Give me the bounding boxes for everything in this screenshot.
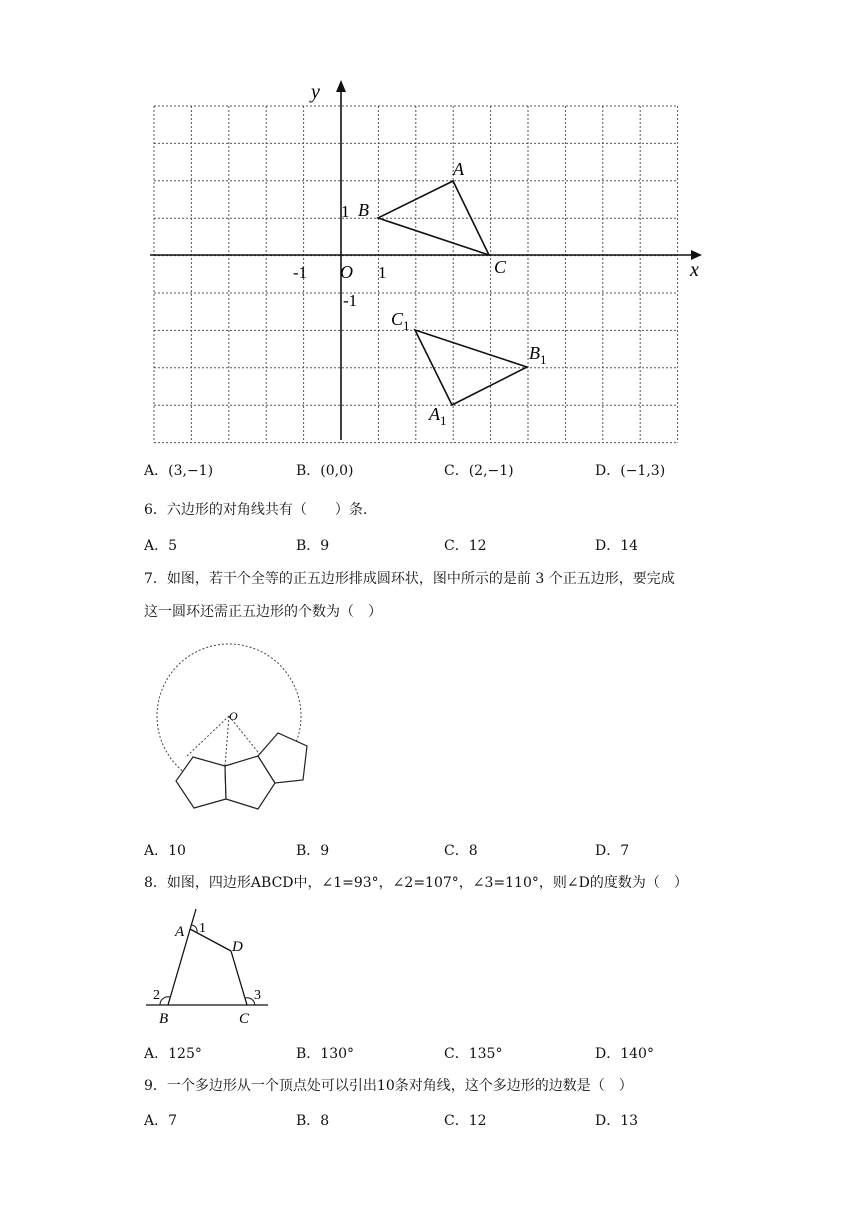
- q8-option-c: C．135°: [444, 1046, 503, 1062]
- radius-line-1: [187, 716, 229, 756]
- point-a1-subscript: 1: [440, 413, 447, 428]
- q7-option-c: C．8: [444, 843, 478, 859]
- point-a-label: A: [453, 159, 464, 179]
- angle-3-label: 3: [254, 988, 261, 1003]
- q5-option-c: C．(2,−1): [444, 463, 514, 479]
- q8-option-b: B．130°: [296, 1046, 355, 1062]
- point-b-label: B: [358, 200, 369, 220]
- q9-option-c: C．12: [444, 1113, 487, 1129]
- tick-pos1-x: 1: [378, 263, 387, 282]
- q7-option-d: D．7: [595, 843, 630, 859]
- quadrilateral-figure: [140, 905, 275, 1030]
- radius-line-2: [225, 716, 229, 766]
- q8-option-d: D．140°: [595, 1046, 654, 1062]
- coordinate-grid-figure: [140, 75, 710, 450]
- vertex-d-label: D: [232, 939, 243, 955]
- angle-1-label: 1: [199, 921, 206, 936]
- q6-stem: 6．六边形的对角线共有（ ）条.: [144, 502, 368, 518]
- pentagon-ring-figure: [150, 640, 310, 815]
- point-c-label: C: [494, 257, 507, 277]
- vertex-c-label: C: [239, 1011, 250, 1027]
- x-axis-label: x: [690, 259, 699, 281]
- point-c1-label: $C_1$: [391, 309, 410, 333]
- q6-option-a: A．5: [144, 538, 178, 554]
- side-ad: [190, 929, 231, 951]
- angle-2-label: 2: [153, 988, 160, 1003]
- y-axis-arrow: [336, 80, 346, 92]
- q7-option-a: A．10: [144, 843, 186, 859]
- q7-option-b: B．9: [296, 843, 330, 859]
- q5-option-b: B．(0,0): [296, 463, 354, 479]
- side-dc: [231, 951, 247, 1005]
- q6-option-d: D．14: [595, 538, 639, 554]
- q5-option-d: D．(−1,3): [595, 463, 666, 479]
- q7-stem-line2: 这一圆环还需正五边形的个数为（ ）: [144, 604, 382, 620]
- tick-pos1-y: 1: [341, 202, 350, 221]
- vertex-a-label: A: [175, 924, 185, 940]
- q7-stem-line1: 7．如图，若干个全等的正五边形排成圆环状，图中所示的是前 3 个正五边形，要完成: [144, 571, 675, 587]
- point-b1-subscript: 1: [540, 352, 547, 367]
- tick-neg1-x: -1: [293, 263, 308, 282]
- q9-option-a: A．7: [144, 1113, 178, 1129]
- q5-option-a: A．(3,−1): [144, 463, 214, 479]
- point-c1-subscript: 1: [403, 318, 410, 333]
- ring-center-label: O: [229, 709, 238, 723]
- q9-stem: 9．一个多边形从一个顶点处可以引出10条对角线，这个多边形的边数是（ ）: [144, 1078, 633, 1094]
- tick-neg1-y: -1: [343, 291, 358, 310]
- q9-option-b: B．8: [296, 1113, 330, 1129]
- point-a1-label: $A_1$: [429, 404, 447, 428]
- y-axis-label: y: [311, 81, 320, 103]
- pentagon-1: [176, 757, 226, 808]
- q6-option-c: C．12: [444, 538, 487, 554]
- q6-option-b: B．9: [296, 538, 330, 554]
- origin-label: O: [340, 262, 353, 282]
- q8-option-a: A．125°: [144, 1046, 202, 1062]
- q8-stem: 8．如图，四边形ABCD中，∠1=93°，∠2=107°，∠3=110°，则∠D的度数为（ ）: [144, 875, 688, 891]
- q9-option-d: D．13: [595, 1113, 639, 1129]
- point-b1-label: $B_1$: [529, 343, 547, 367]
- vertex-b-label: B: [159, 1011, 169, 1027]
